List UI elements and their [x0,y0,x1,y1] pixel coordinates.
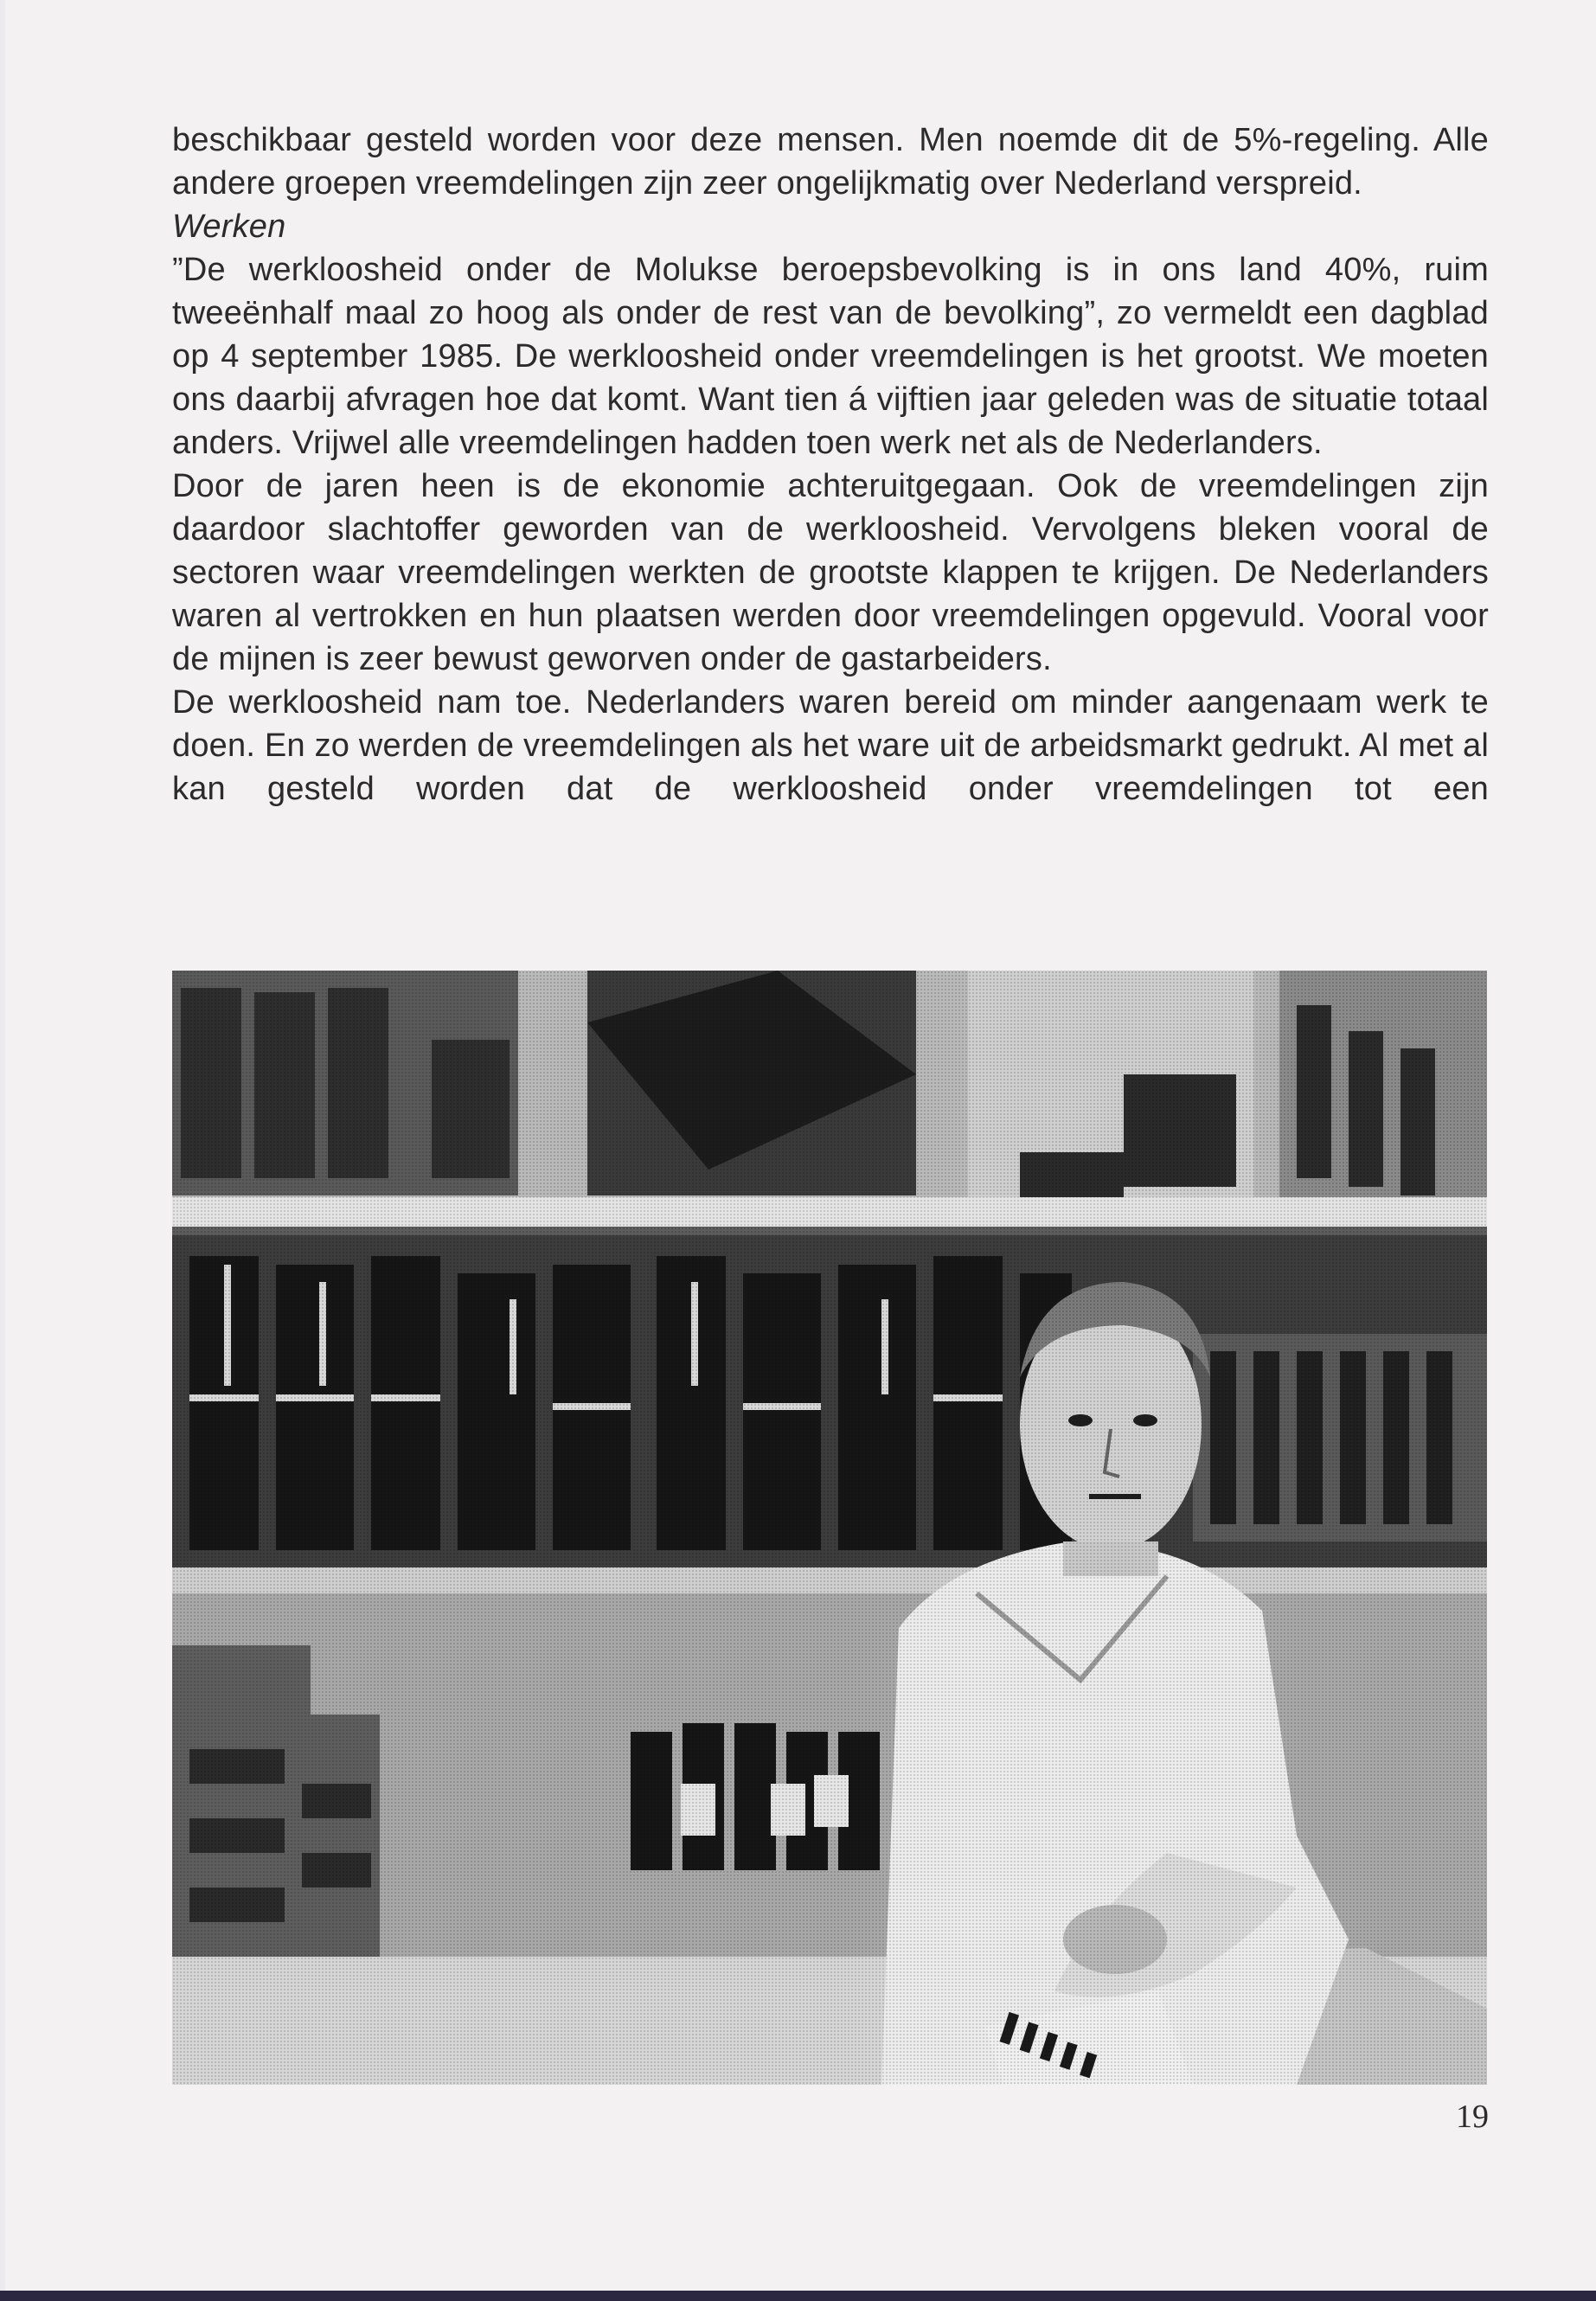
bottom-edge-strip [0,2291,1596,2301]
body-text [172,119,1489,811]
paragraph-intro: beschikbaar gesteld worden voor deze mensen. Men noemde dit de 5%-regeling. Alle andere groepen vreemdelingen zijn zeer ongelijkmatig over Nederland verspreid. [172,122,1489,202]
page-number: 19 [1456,2099,1489,2135]
book-page [5,0,1596,2291]
paragraph-3: De werkloosheid nam toe. Nederlanders waren bereid om minder aangenaam werk te doen. En zo werden de vreemdelingen als het ware uit de arbeidsmarkt gedrukt. Al met al kan gesteld worden dat de werkloosheid onder vreemdelingen tot een [172,684,1489,807]
section-heading: Werken [172,208,286,245]
paragraph-1: ”De werkloosheid onder de Molukse beroepsbevolking is in ons land 40%, ruim tweeënhalf maal zo hoog als onder de rest van de bevolking”, zo vermeldt een dagblad op 4 september 1985. De werkloosheid onder vreemdelingen is het grootst. We moeten ons daarbij afvragen hoe dat komt. Want tien á vijftien jaar geleden was de situatie totaal anders. Vrijwel alle vreemdelingen hadden toen werk net als de Nederlanders. [172,252,1489,461]
shop-photo [172,971,1487,2085]
paragraph-2: Door de jaren heen is de ekonomie achteruitgegaan. Ook de vreemdelingen zijn daardoor slachtoffer geworden van de werkloosheid. Vervolgens bleken vooral de sectoren waar vreemdelingen werkten de grootste klappen te krijgen. De Nederlanders waren al vertrokken en hun plaatsen werden door vreemdelingen opgevuld. Vooral voor de mijnen is zeer bewust geworven onder de gastarbeiders. [172,468,1489,677]
